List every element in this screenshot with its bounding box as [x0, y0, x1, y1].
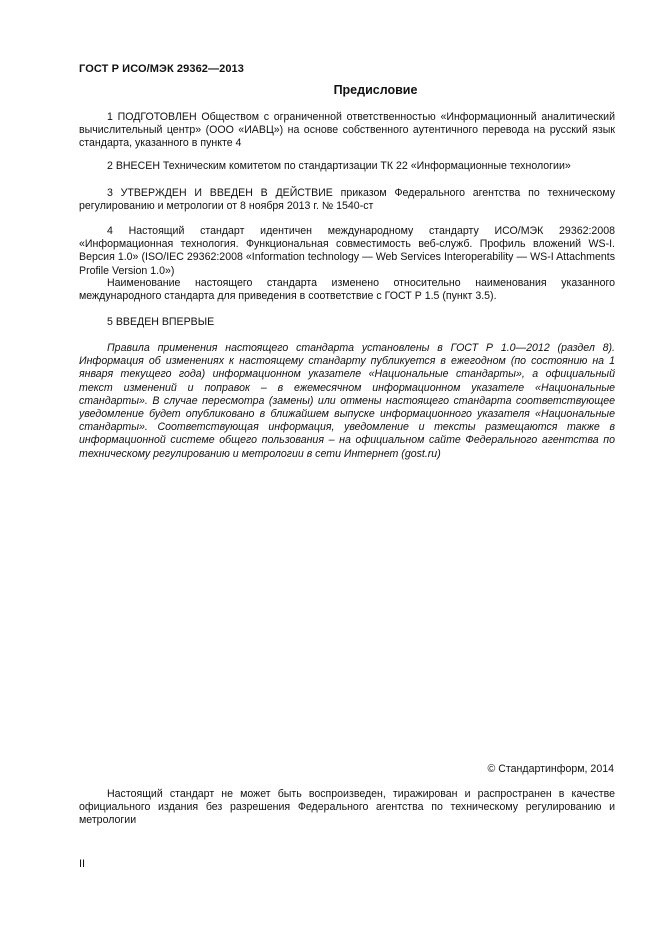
paragraph-name-change: Наименование настоящего стандарта изменено относительно наименования указанного международного стандарта для приведения в соответствие с ГОСТ Р 1.5 (пункт 3.5).: [79, 277, 615, 303]
paragraph-prepared-by: 1 ПОДГОТОВЛЕН Обществом с ограниченной ответственностью «Информационный аналитический вычислительный центр» (ООО «ИАВЦ») на основе собственного аутентичного перевода на русский язык стандарта, указанного в пункте 4: [79, 111, 615, 150]
copyright-notice: © Стандартинформ, 2014: [487, 763, 614, 775]
page-number: II: [79, 858, 86, 870]
paragraph-approved: 3 УТВЕРЖДЕН И ВВЕДЕН В ДЕЙСТВИЕ приказом Федерального агентства по техническому регулированию и метрологии от 8 ноября 2013 г. № 1540-ст: [79, 187, 615, 213]
paragraph-identity: 4 Настоящий стандарт идентичен международному стандарту ИСО/МЭК 29362:2008 «Информационная технология. Функциональная совместимость веб-служб. Профиль вложений WS-I. Версия 1.0» (ISO/IEC 29362:2008 «Information technology — Web Services Interoperability — WS-I Attachments Profile Version 1.0»): [79, 225, 615, 277]
paragraph-application-rules: Правила применения настоящего стандарта установлены в ГОСТ Р 1.0—2012 (раздел 8). Информация об изменениях к настоящему стандарту публикуется в ежегодном (по состоянию на 1 января текущего года) информационном указателе «Национальные стандарты», а официальный текст изменений и поправок – в ежемесячном информационном указателе «Национальные стандарты». В случае пересмотра (замены) или отмены настоящего стандарта соответствующее уведомление будет опубликовано в ближайшем выпуске информационного указателя «Национальные стандарты». Соответствующая информация, уведомление и тексты размещаются также в информационной системе общего пользования – на официальном сайте Федерального агентства по техническому регулированию и метрологии в сети Интернет (gost.ru): [79, 342, 615, 460]
paragraph-submitted-by: 2 ВНЕСЕН Техническим комитетом по стандартизации ТК 22 «Информационные технологии»: [107, 160, 571, 172]
page-title: Предисловие: [333, 83, 418, 97]
reproduction-notice: Настоящий стандарт не может быть воспроизведен, тиражирован и распространен в качестве официального издания без разрешения Федерального агентства по техническому регулированию и метрологии: [79, 788, 615, 827]
standard-code-header: ГОСТ Р ИСО/МЭК 29362—2013: [79, 63, 244, 75]
paragraph-first-introduced: 5 ВВЕДЕН ВПЕРВЫЕ: [107, 316, 215, 328]
